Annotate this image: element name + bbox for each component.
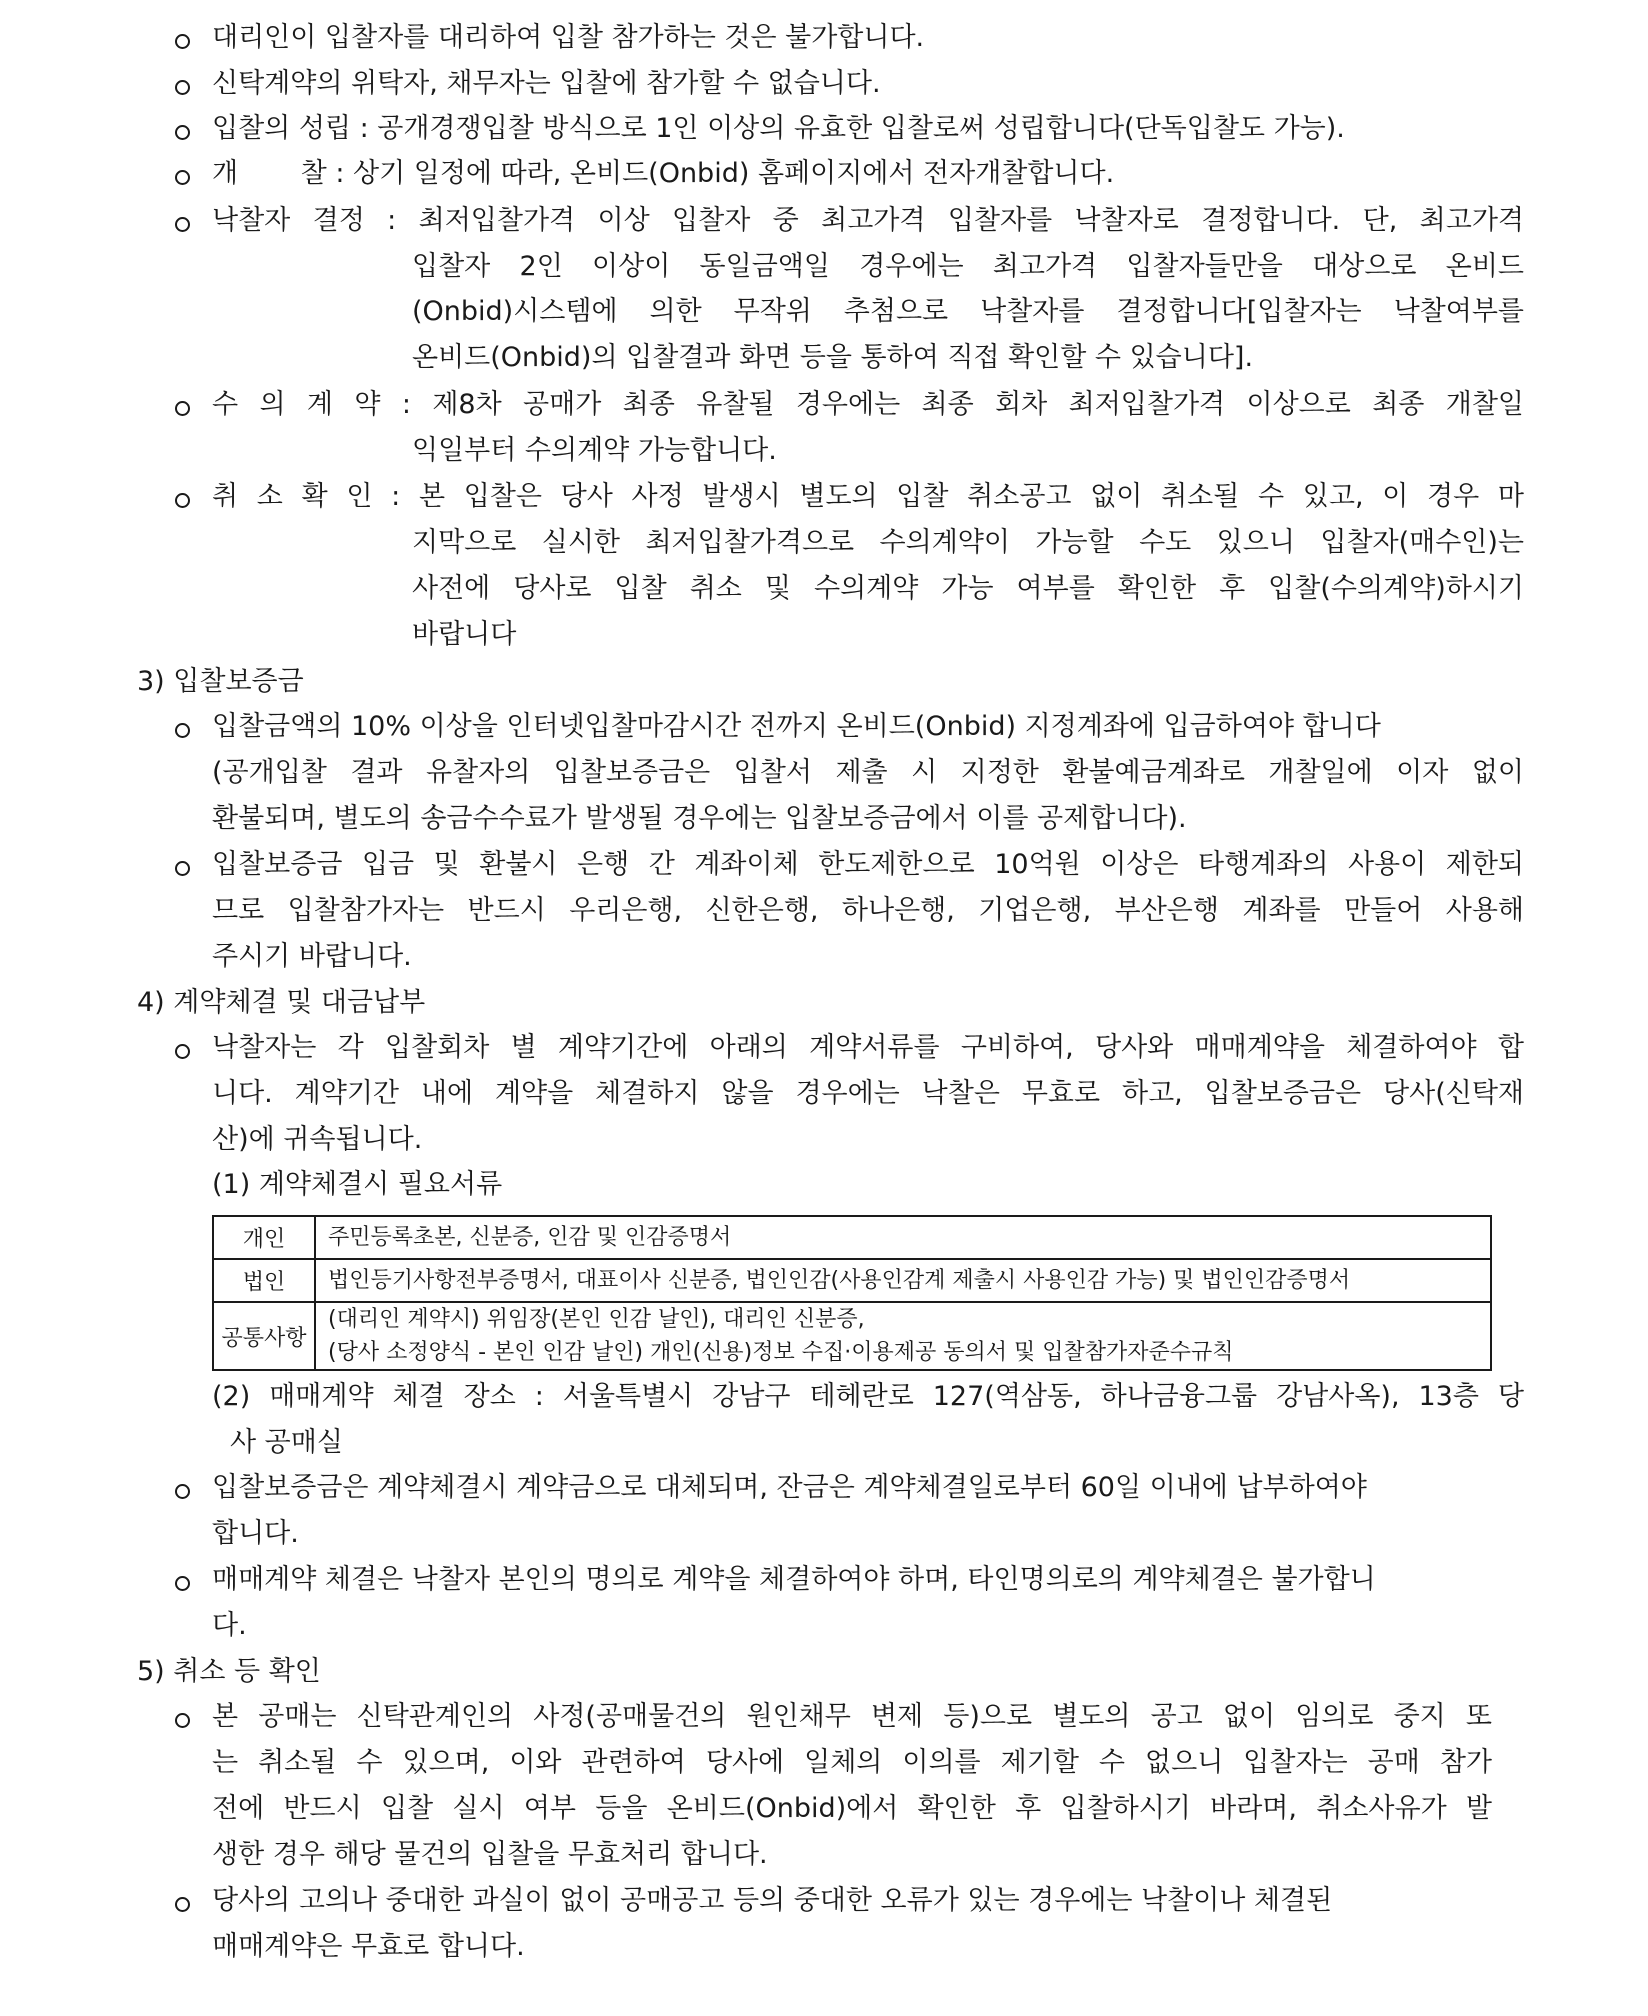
bullet-item-line: 바랍니다 — [412, 619, 517, 650]
bullet-circle-icon — [175, 170, 190, 185]
bullet-circle-icon — [175, 493, 190, 508]
bullet-circle-icon — [175, 80, 190, 95]
bullet-item-line: 온비드(Onbid)의 입찰결과 화면 등을 통하여 직접 확인할 수 있습니다]. — [412, 342, 1254, 373]
section-heading: (1) 계약체결시 필요서류 — [212, 1169, 503, 1200]
bullet-circle-icon — [175, 34, 190, 49]
bullet-circle-icon — [175, 401, 190, 416]
bullet-item-line: 매매계약은 무효로 합니다. — [212, 1931, 525, 1962]
bullet-circle-icon — [175, 1044, 190, 1059]
bullet-item-line: 입찰자 2인 이상이 동일금액일 경우에는 최고가격 입찰자들만을 대상으로 온비드 — [412, 251, 1524, 282]
bullet-circle-icon — [175, 1713, 190, 1728]
table-cell-line: 주민등록초본, 신분증, 인감 및 인감증명서 — [328, 1225, 732, 1250]
bullet-item-line: 전에 반드시 입찰 실시 여부 등을 온비드(Onbid)에서 확인한 후 입찰하시기 바라며, 취소사유가 발 — [212, 1793, 1492, 1824]
bullet-item-line: 는 취소될 수 있으며, 이와 관련하여 당사에 일체의 이의를 제기할 수 없으니 입찰자는 공매 참가 — [212, 1747, 1492, 1778]
table-cell-line: 법인등기사항전부증명서, 대표이사 신분증, 법인인감(사용인감계 제출시 사용인감 가능) 및 법인인감증명서 — [328, 1268, 1351, 1293]
table-row — [213, 1259, 1491, 1302]
bullet-item-line: 개 찰 : 상기 일정에 따라, 온비드(Onbid) 홈페이지에서 전자개찰합니다. — [212, 158, 1115, 189]
bullet-item-line: 입찰보증금 입금 및 환불시 은행 간 계좌이체 한도제한으로 10억원 이상은 타행계좌의 사용이 제한되 — [212, 849, 1524, 880]
bullet-item-line: 본 공매는 신탁관계인의 사정(공매물건의 원인채무 변제 등)으로 별도의 공고 없이 임의로 중지 또 — [212, 1701, 1492, 1732]
table-row — [213, 1302, 1491, 1370]
bullet-circle-icon — [175, 861, 190, 876]
bullet-item-line: 환불되며, 별도의 송금수수료가 발생될 경우에는 입찰보증금에서 이를 공제합니다). — [212, 803, 1187, 834]
bullet-item-line: 낙찰자는 각 입찰회차 별 계약기간에 아래의 계약서류를 구비하여, 당사와 매매계약을 체결하여야 합 — [212, 1032, 1524, 1063]
bullet-item-line: 익일부터 수의계약 가능합니다. — [412, 435, 777, 466]
required-documents-table — [212, 1215, 1492, 1371]
bullet-item-line: 매매계약 체결은 낙찰자 본인의 명의로 계약을 체결하여야 하며, 타인명의로의 계약체결은 불가합니 — [212, 1564, 1376, 1595]
bullet-item-line: 사전에 당사로 입찰 취소 및 수의계약 가능 여부를 확인한 후 입찰(수의계약)하시기 — [412, 573, 1524, 604]
bullet-item-line: 산)에 귀속됩니다. — [212, 1124, 423, 1155]
bullet-circle-icon — [175, 125, 190, 140]
bullet-item-line: 다. — [212, 1610, 247, 1641]
bullet-item-line: 지막으로 실시한 최저입찰가격으로 수의계약이 가능할 수도 있으니 입찰자(매수인)는 — [412, 527, 1524, 558]
table-row-label: 공통사항 — [213, 1302, 315, 1370]
bullet-item-line: 낙찰자 결정 : 최저입찰가격 이상 입찰자 중 최고가격 입찰자를 낙찰자로 결정합니다. 단, 최고가격 — [212, 205, 1524, 236]
table-row-value — [315, 1259, 1491, 1302]
bullet-item-line: 합니다. — [212, 1518, 299, 1549]
paragraph-line: (2) 매매계약 체결 장소 : 서울특별시 강남구 테헤란로 127(역삼동, 하나금융그룹 강남사옥), 13층 당 — [212, 1381, 1524, 1412]
bullet-circle-icon — [175, 217, 190, 232]
table-cell-line: (당사 소정양식 - 본인 인감 날인) 개인(신용)정보 수집·이용제공 동의서 및 입찰참가자준수규칙 — [328, 1340, 1234, 1365]
table-row — [213, 1216, 1491, 1259]
table-row-label: 개인 — [213, 1216, 315, 1259]
bullet-item-line: 수 의 계 약 : 제8차 공매가 최종 유찰될 경우에는 최종 회차 최저입찰가격 이상으로 최종 개찰일 — [212, 389, 1524, 420]
bullet-item-line: 당사의 고의나 중대한 과실이 없이 공매공고 등의 중대한 오류가 있는 경우에는 낙찰이나 체결된 — [212, 1885, 1333, 1916]
paragraph-line: 사 공매실 — [230, 1427, 343, 1458]
table-row-value — [315, 1216, 1491, 1259]
section-heading: 4) 계약체결 및 대금납부 — [137, 987, 426, 1018]
bullet-circle-icon — [175, 1576, 190, 1591]
table-row-label: 법인 — [213, 1259, 315, 1302]
bullet-item-line: 입찰의 성립 : 공개경쟁입찰 방식으로 1인 이상의 유효한 입찰로써 성립합니다(단독입찰도 가능). — [212, 113, 1345, 144]
bullet-item-line: 대리인이 입찰자를 대리하여 입찰 참가하는 것은 불가합니다. — [212, 22, 925, 53]
bullet-item-line: 니다. 계약기간 내에 계약을 체결하지 않을 경우에는 낙찰은 무효로 하고, 입찰보증금은 당사(신탁재 — [212, 1078, 1524, 1109]
bullet-item-line: 취 소 확 인 : 본 입찰은 당사 사정 발생시 별도의 입찰 취소공고 없이 취소될 수 있고, 이 경우 마 — [212, 481, 1524, 512]
table-row-value — [315, 1302, 1491, 1370]
bullet-item-line: 므로 입찰참가자는 반드시 우리은행, 신한은행, 하나은행, 기업은행, 부산은행 계좌를 만들어 사용해 — [212, 895, 1524, 926]
bullet-circle-icon — [175, 723, 190, 738]
bullet-circle-icon — [175, 1897, 190, 1912]
section-heading: 5) 취소 등 확인 — [137, 1656, 321, 1687]
bullet-item-line: 생한 경우 해당 물건의 입찰을 무효처리 합니다. — [212, 1839, 768, 1870]
bullet-item-line: 주시기 바랍니다. — [212, 941, 412, 972]
table-cell-line: (대리인 계약시) 위임장(본인 인감 날인), 대리인 신분증, — [328, 1307, 865, 1332]
bullet-item-line: 신탁계약의 위탁자, 채무자는 입찰에 참가할 수 없습니다. — [212, 68, 881, 99]
bullet-item-line: 입찰보증금은 계약체결시 계약금으로 대체되며, 잔금은 계약체결일로부터 60일 이내에 납부하여야 — [212, 1472, 1367, 1503]
bullet-item-line: 입찰금액의 10% 이상을 인터넷입찰마감시간 전까지 온비드(Onbid) 지정계좌에 입금하여야 합니다 — [212, 711, 1381, 742]
bullet-item-line: (공개입찰 결과 유찰자의 입찰보증금은 입찰서 제출 시 지정한 환불예금계좌로 개찰일에 이자 없이 — [212, 757, 1524, 788]
section-heading: 3) 입찰보증금 — [137, 666, 304, 697]
bullet-circle-icon — [175, 1484, 190, 1499]
bullet-item-line: (Onbid)시스템에 의한 무작위 추첨으로 낙찰자를 결정합니다[입찰자는 낙찰여부를 — [412, 296, 1524, 327]
